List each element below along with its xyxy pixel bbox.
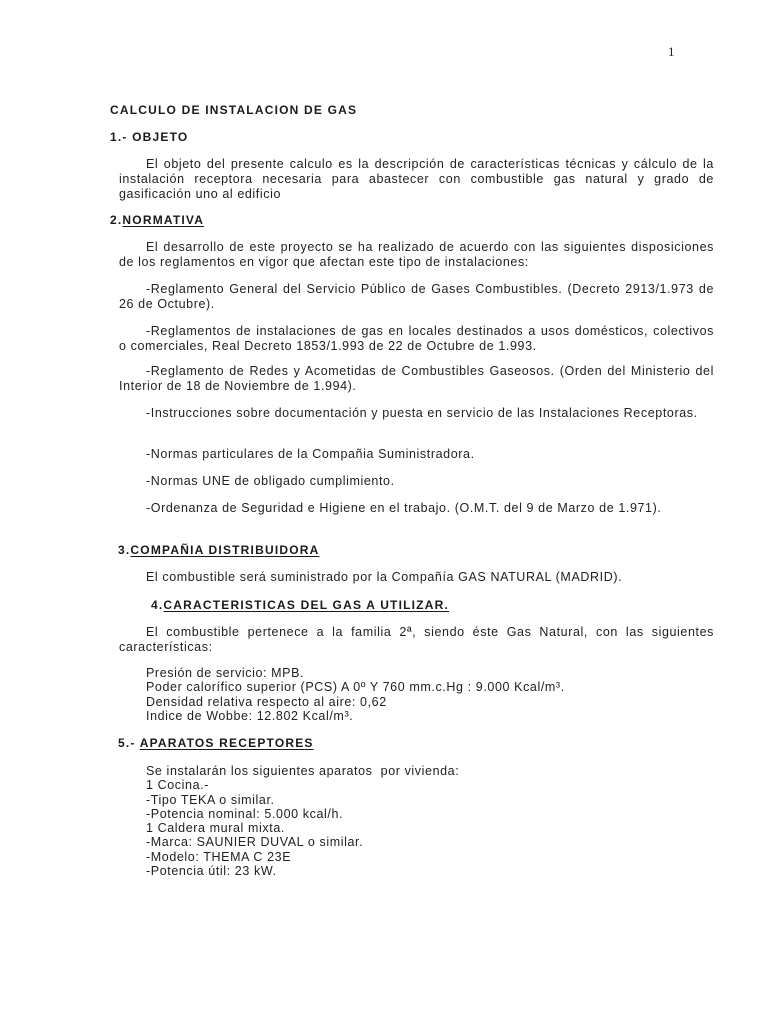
regulation-item <box>119 447 714 462</box>
appliance-line: -Marca: SAUNIER DUVAL o similar. <box>146 835 364 850</box>
appliance-line: -Potencia útil: 23 kW. <box>146 864 277 879</box>
section-1-paragraph <box>119 157 714 202</box>
gas-properties-list <box>146 666 565 723</box>
section-5-heading <box>118 736 314 750</box>
section-1-text: El objeto del presente calculo es la descripción de características técnicas y cálculo de la instalación receptora necesaria para abastecer con combustible gas natural y grado de gasificación uno al edificio <box>119 157 714 201</box>
section-1-heading: 1.- OBJETO <box>110 130 189 144</box>
document-title: CALCULO DE INSTALACION DE GAS <box>110 103 358 117</box>
section-4-title: CARACTERISTICAS DEL GAS A UTILIZAR. <box>163 598 449 612</box>
section-2-title: NORMATIVA <box>122 213 205 227</box>
regulation-item-text: -Normas UNE de obligado cumplimiento. <box>146 474 395 488</box>
section-5-title: APARATOS RECEPTORES <box>139 736 314 750</box>
regulation-item-text: -Ordenanza de Seguridad e Higiene en el trabajo. (O.M.T. del 9 de Marzo de 1.971). <box>146 501 662 515</box>
regulation-item-text: -Reglamento de Redes y Acometidas de Combustibles Gaseosos. (Orden del Ministerio del Interior de 18 de Noviembre de 1.994). <box>119 364 714 393</box>
section-2-intro-text: El desarrollo de este proyecto se ha realizado de acuerdo con las siguientes disposiciones de los reglamentos en vigor que afectan este tipo de instalaciones: <box>119 240 714 269</box>
section-2-number: 2. <box>110 213 123 227</box>
appliance-line: -Tipo TEKA o similar. <box>146 792 275 807</box>
section-5-number: 5.- <box>118 736 140 750</box>
regulation-item-text: -Normas particulares de la Compañia Suministradora. <box>146 447 475 461</box>
gas-property: Densidad relativa respecto al aire: 0,62 <box>146 694 387 709</box>
appliances-list <box>146 764 459 878</box>
section-3-text: El combustible será suministrado por la Compañía GAS NATURAL (MADRID). <box>146 570 623 584</box>
section-2-heading <box>110 213 204 227</box>
appliance-line: 1 Cocina.- <box>146 778 209 793</box>
regulation-item <box>119 282 714 312</box>
regulation-item <box>119 406 714 421</box>
section-3-title: COMPAÑIA DISTRIBUIDORA <box>130 543 320 557</box>
gas-property: Presión de servicio: MPB. <box>146 666 305 680</box>
regulation-item <box>119 501 714 516</box>
regulation-item <box>119 474 714 489</box>
appliance-line: Se instalarán los siguientes aparatos por vivienda: <box>146 764 460 778</box>
gas-property: Indice de Wobbe: 12.802 Kcal/m³. <box>146 708 354 723</box>
regulation-item <box>119 364 714 394</box>
section-4-intro <box>119 625 714 655</box>
section-3-number: 3. <box>118 543 131 557</box>
appliance-line: 1 Caldera mural mixta. <box>146 821 285 836</box>
section-4-intro-text: El combustible pertenece a la familia 2ª, siendo éste Gas Natural, con las siguientes características: <box>119 625 714 654</box>
regulation-item <box>119 324 714 354</box>
section-4-heading <box>151 598 449 612</box>
page-number: 1 <box>668 44 675 59</box>
regulation-item-text: -Instrucciones sobre documentación y puesta en servicio de las Instalaciones Receptoras. <box>146 406 698 420</box>
regulation-item-text: -Reglamento General del Servicio Público de Gases Combustibles. (Decreto 2913/1.973 de 26 de Octubre). <box>119 282 714 311</box>
section-4-number: 4. <box>151 598 164 612</box>
section-3-heading <box>118 543 319 557</box>
appliance-line: -Potencia nominal: 5.000 kcal/h. <box>146 806 344 821</box>
gas-property: Poder calorífico superior (PCS) A 0º Y 760 mm.c.Hg : 9.000 Kcal/m³. <box>146 680 565 695</box>
section-2-intro <box>119 240 714 270</box>
section-3-paragraph <box>119 570 714 585</box>
regulation-item-text: -Reglamentos de instalaciones de gas en locales destinados a usos domésticos, colectivos o comerciales, Real Decreto 1853/1.993 de 22 de Octubre de 1.993. <box>119 324 714 353</box>
appliance-line: -Modelo: THEMA C 23E <box>146 849 292 864</box>
